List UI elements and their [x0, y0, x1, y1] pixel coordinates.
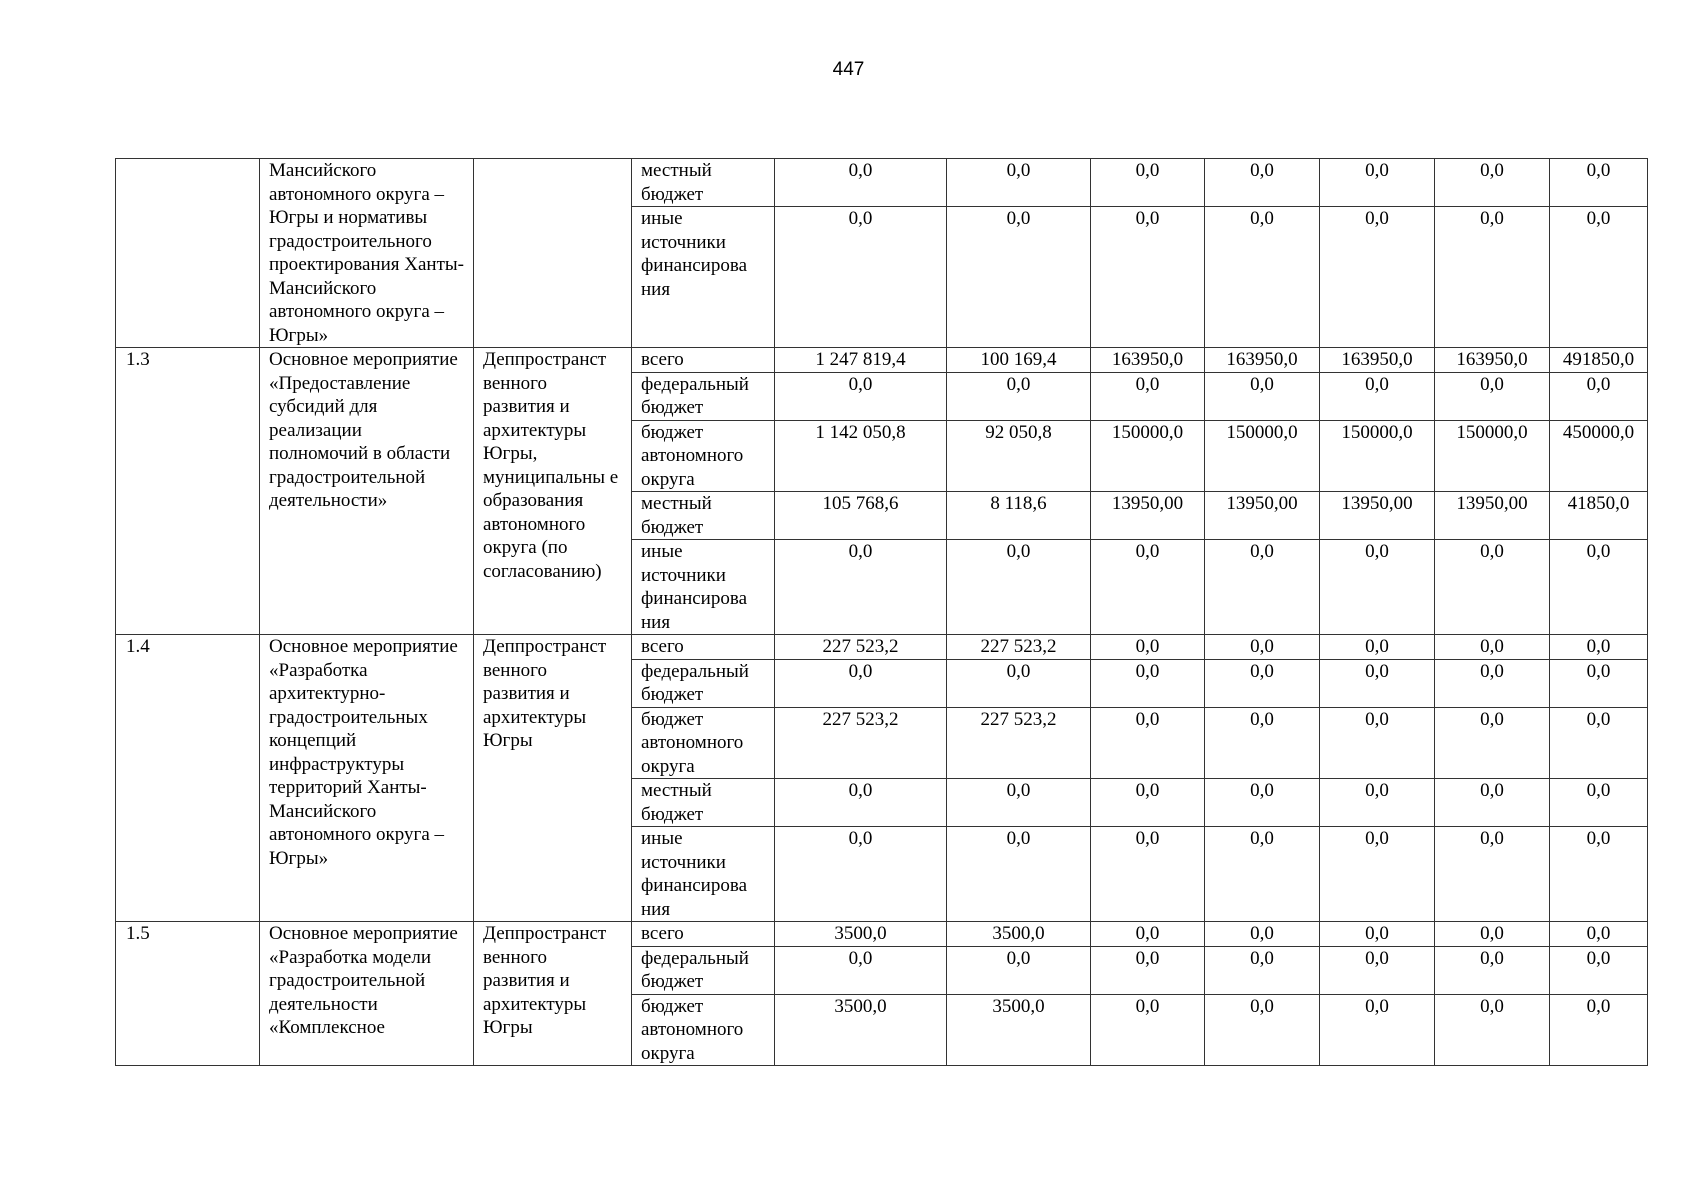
amount-cell: 0,0 — [1435, 994, 1550, 1066]
amount-cell: 0,0 — [1550, 372, 1648, 420]
funding-source: местный бюджет — [632, 779, 775, 827]
table-row — [116, 348, 1648, 373]
amount-cell: 0,0 — [1435, 540, 1550, 635]
measure-title: Основное мероприятие «Предоставление субсидий для реализации полномочий в области градостроительной деятельности» — [260, 348, 474, 635]
amount-cell: 0,0 — [1205, 946, 1320, 994]
responsible-executor — [474, 159, 632, 348]
amount-cell: 0,0 — [1091, 635, 1205, 660]
amount-cell: 0,0 — [947, 159, 1091, 207]
amount-cell: 163950,0 — [1205, 348, 1320, 373]
amount-cell: 0,0 — [1550, 946, 1648, 994]
funding-source: местный бюджет — [632, 159, 775, 207]
amount-cell: 0,0 — [1320, 946, 1435, 994]
amount-cell: 491850,0 — [1550, 348, 1648, 373]
table-row — [116, 635, 1648, 660]
row-code: 1.4 — [116, 635, 260, 922]
amount-cell: 13950,00 — [1091, 492, 1205, 540]
amount-cell: 0,0 — [1550, 779, 1648, 827]
amount-cell: 0,0 — [775, 159, 947, 207]
amount-cell: 0,0 — [1550, 159, 1648, 207]
funding-source: иные источники финансирова ния — [632, 827, 775, 922]
amount-cell: 0,0 — [1091, 159, 1205, 207]
amount-cell: 150000,0 — [1091, 420, 1205, 492]
table-row — [116, 159, 1648, 207]
amount-cell: 0,0 — [1320, 707, 1435, 779]
amount-cell: 0,0 — [1205, 159, 1320, 207]
amount-cell: 0,0 — [947, 946, 1091, 994]
amount-cell: 0,0 — [1435, 372, 1550, 420]
amount-cell: 0,0 — [1550, 659, 1648, 707]
funding-source: бюджет автономного округа — [632, 420, 775, 492]
measure-title: Основное мероприятие «Разработка модели градостроительной деятельности «Комплексное — [260, 922, 474, 1066]
amount-cell: 0,0 — [1205, 207, 1320, 348]
amount-cell: 0,0 — [1320, 159, 1435, 207]
amount-cell: 0,0 — [1320, 207, 1435, 348]
amount-cell: 227 523,2 — [775, 707, 947, 779]
amount-cell: 0,0 — [1091, 207, 1205, 348]
amount-cell: 163950,0 — [1320, 348, 1435, 373]
amount-cell: 0,0 — [1320, 779, 1435, 827]
amount-cell: 3500,0 — [775, 994, 947, 1066]
amount-cell: 0,0 — [947, 827, 1091, 922]
amount-cell: 0,0 — [1091, 994, 1205, 1066]
row-code: 1.3 — [116, 348, 260, 635]
amount-cell: 0,0 — [1550, 540, 1648, 635]
amount-cell: 0,0 — [1435, 946, 1550, 994]
amount-cell: 0,0 — [1205, 635, 1320, 660]
amount-cell: 0,0 — [1091, 922, 1205, 947]
amount-cell: 0,0 — [947, 779, 1091, 827]
budget-table — [115, 158, 1648, 1066]
amount-cell: 0,0 — [947, 540, 1091, 635]
row-code: 1.5 — [116, 922, 260, 1066]
amount-cell: 0,0 — [1550, 635, 1648, 660]
amount-cell: 0,0 — [1205, 922, 1320, 947]
funding-source: иные источники финансирова ния — [632, 540, 775, 635]
amount-cell: 0,0 — [1205, 372, 1320, 420]
responsible-executor: Деппространст венного развития и архитектуры Югры, муниципальны е образования автономного округа (по согласованию) — [474, 348, 632, 635]
funding-source: бюджет автономного округа — [632, 994, 775, 1066]
amount-cell: 227 523,2 — [775, 635, 947, 660]
funding-source: всего — [632, 348, 775, 373]
funding-source: местный бюджет — [632, 492, 775, 540]
amount-cell: 0,0 — [1435, 779, 1550, 827]
amount-cell: 13950,00 — [1435, 492, 1550, 540]
amount-cell: 0,0 — [1091, 827, 1205, 922]
amount-cell: 0,0 — [1091, 659, 1205, 707]
amount-cell: 0,0 — [1091, 540, 1205, 635]
amount-cell: 0,0 — [1091, 707, 1205, 779]
amount-cell: 0,0 — [1320, 540, 1435, 635]
amount-cell: 163950,0 — [1091, 348, 1205, 373]
amount-cell: 0,0 — [1435, 635, 1550, 660]
amount-cell: 13950,00 — [1320, 492, 1435, 540]
amount-cell: 0,0 — [775, 659, 947, 707]
amount-cell: 163950,0 — [1435, 348, 1550, 373]
amount-cell: 0,0 — [1205, 540, 1320, 635]
amount-cell: 92 050,8 — [947, 420, 1091, 492]
amount-cell: 0,0 — [775, 540, 947, 635]
amount-cell: 0,0 — [1091, 372, 1205, 420]
amount-cell: 100 169,4 — [947, 348, 1091, 373]
funding-source: федеральный бюджет — [632, 372, 775, 420]
amount-cell: 3500,0 — [947, 922, 1091, 947]
amount-cell: 1 247 819,4 — [775, 348, 947, 373]
amount-cell: 450000,0 — [1550, 420, 1648, 492]
amount-cell: 0,0 — [775, 779, 947, 827]
amount-cell: 3500,0 — [775, 922, 947, 947]
amount-cell: 0,0 — [1205, 827, 1320, 922]
amount-cell: 0,0 — [1435, 159, 1550, 207]
amount-cell: 3500,0 — [947, 994, 1091, 1066]
amount-cell: 0,0 — [1435, 207, 1550, 348]
amount-cell: 0,0 — [1435, 922, 1550, 947]
amount-cell: 0,0 — [1550, 207, 1648, 348]
amount-cell: 0,0 — [947, 659, 1091, 707]
amount-cell: 0,0 — [1550, 922, 1648, 947]
amount-cell: 0,0 — [1550, 707, 1648, 779]
table-row — [116, 922, 1648, 947]
amount-cell: 0,0 — [775, 946, 947, 994]
amount-cell: 227 523,2 — [947, 707, 1091, 779]
amount-cell: 13950,00 — [1205, 492, 1320, 540]
funding-source: всего — [632, 635, 775, 660]
funding-source: бюджет автономного округа — [632, 707, 775, 779]
amount-cell: 150000,0 — [1435, 420, 1550, 492]
amount-cell: 150000,0 — [1205, 420, 1320, 492]
row-code — [116, 159, 260, 348]
amount-cell: 0,0 — [1320, 994, 1435, 1066]
amount-cell: 0,0 — [1320, 922, 1435, 947]
funding-source: иные источники финансирова ния — [632, 207, 775, 348]
measure-title: Мансийского автономного округа – Югры и нормативы градостроительного проектирования Ханты-Мансийского автономного округа – Югры» — [260, 159, 474, 348]
amount-cell: 150000,0 — [1320, 420, 1435, 492]
funding-source: всего — [632, 922, 775, 947]
amount-cell: 0,0 — [775, 827, 947, 922]
responsible-executor: Деппространст венного развития и архитектуры Югры — [474, 635, 632, 922]
amount-cell: 8 118,6 — [947, 492, 1091, 540]
amount-cell: 0,0 — [1320, 827, 1435, 922]
amount-cell: 1 142 050,8 — [775, 420, 947, 492]
amount-cell: 0,0 — [1550, 827, 1648, 922]
amount-cell: 41850,0 — [1550, 492, 1648, 540]
amount-cell: 0,0 — [1205, 779, 1320, 827]
amount-cell: 0,0 — [947, 372, 1091, 420]
amount-cell: 0,0 — [1435, 659, 1550, 707]
amount-cell: 0,0 — [1320, 635, 1435, 660]
amount-cell: 0,0 — [947, 207, 1091, 348]
amount-cell: 0,0 — [1205, 659, 1320, 707]
funding-source: федеральный бюджет — [632, 659, 775, 707]
amount-cell: 105 768,6 — [775, 492, 947, 540]
amount-cell: 0,0 — [1091, 779, 1205, 827]
amount-cell: 0,0 — [1205, 707, 1320, 779]
funding-source: федеральный бюджет — [632, 946, 775, 994]
amount-cell: 0,0 — [775, 372, 947, 420]
amount-cell: 0,0 — [1320, 659, 1435, 707]
amount-cell: 227 523,2 — [947, 635, 1091, 660]
measure-title: Основное мероприятие «Разработка архитектурно-градостроительных концепций инфраструктуры территорий Ханты-Мансийского автономного округа – Югры» — [260, 635, 474, 922]
amount-cell: 0,0 — [1320, 372, 1435, 420]
amount-cell: 0,0 — [1435, 707, 1550, 779]
amount-cell: 0,0 — [1550, 994, 1648, 1066]
amount-cell: 0,0 — [1435, 827, 1550, 922]
amount-cell: 0,0 — [775, 207, 947, 348]
page-number: 447 — [832, 59, 865, 80]
amount-cell: 0,0 — [1205, 994, 1320, 1066]
amount-cell: 0,0 — [1091, 946, 1205, 994]
responsible-executor: Деппространст венного развития и архитектуры Югры — [474, 922, 632, 1066]
